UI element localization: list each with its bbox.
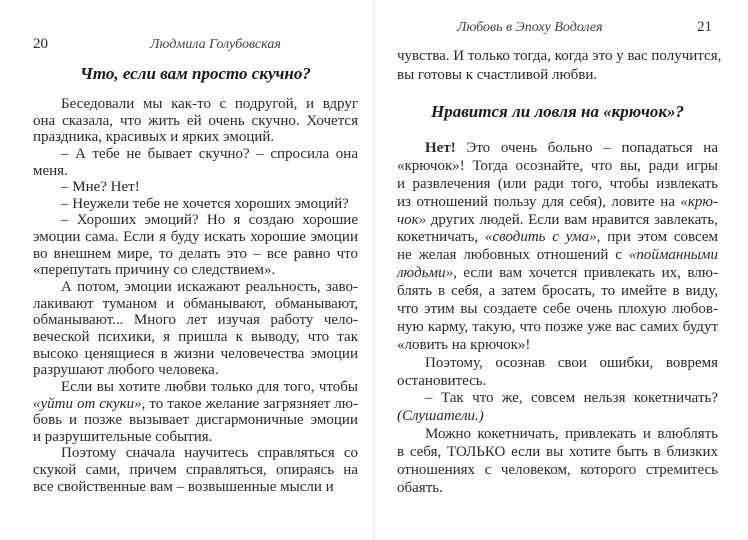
text-segment: из отношений пользу для себя), ловите на xyxy=(397,193,681,210)
italic-text: «уйти от скуки» xyxy=(33,395,142,412)
text-line xyxy=(397,337,718,355)
text-line xyxy=(33,196,358,213)
text-segment: , если вам хочется привлекать их, влю- xyxy=(453,265,718,282)
text-segment: «ловить на крючок»! xyxy=(397,336,531,353)
text-segment: разрушают любого человека. xyxy=(33,362,219,379)
text-line xyxy=(397,462,718,480)
text-line xyxy=(33,229,358,246)
text-segment: и развлечения (или ради того, чтобы извлекать xyxy=(397,175,718,192)
page-number: 21 xyxy=(697,19,712,35)
text-line xyxy=(397,212,718,230)
italic-text: (Слушатели.) xyxy=(397,408,484,425)
italic-text: «пойманными xyxy=(628,247,718,264)
text-segment: чувства. И только тогда, когда это у вас получится, xyxy=(397,48,722,64)
text-segment: ную карму, такую, что позже уже вас самих будут xyxy=(397,318,718,335)
text-line xyxy=(397,319,718,337)
text-segment: «крючок»! Тогда осознайте, что вы, ради игры xyxy=(397,157,718,174)
text-segment: не желая любовных отношений с xyxy=(397,247,629,264)
text-line xyxy=(33,312,358,329)
italic-text: «сводить с ума» xyxy=(484,229,597,246)
running-head: Людмила Голубовская xyxy=(150,37,281,52)
text-line xyxy=(33,96,358,113)
text-line xyxy=(33,329,358,346)
text-segment: «перепутать причину со следствием». xyxy=(33,262,276,279)
text-line xyxy=(397,265,718,283)
text-segment: обманывают... Много лет изучая работу чело- xyxy=(33,312,358,329)
text-line xyxy=(33,362,358,379)
text-line xyxy=(397,301,718,319)
text-segment: в себя, ТОЛЬКО если вы хотите быть в близких xyxy=(397,444,718,461)
section-title: Нравится ли ловля на «крючок»? xyxy=(430,102,685,121)
text-line xyxy=(33,113,358,130)
text-segment: лакивают туманом и обманывают, обманывают, xyxy=(33,295,358,312)
text-line xyxy=(33,396,358,413)
text-segment: – А тебе не бывает скучно? – спросила она xyxy=(61,145,358,162)
text-segment: Если вы хотите любви только для того, чтобы xyxy=(61,378,358,395)
text-segment: высоко ценящиеся в жизни человечества эмоции xyxy=(33,345,358,362)
text-line xyxy=(33,296,358,313)
text-segment: других людей. Если вам нравится завлекать, xyxy=(426,211,718,228)
text-segment: вы готовы к счастливой любви. xyxy=(397,67,598,83)
text-segment: бовь и позже вызывает дисгармоничные эмоции xyxy=(33,412,358,429)
text-line xyxy=(397,426,718,444)
text-line xyxy=(397,140,718,158)
text-line xyxy=(397,47,722,66)
text-segment: Поэтому сначала научитесь справляться со xyxy=(61,445,358,462)
text-line xyxy=(397,176,718,194)
text-segment: – Хороших эмоций? Но я создаю хорошие xyxy=(61,212,358,229)
text-line xyxy=(397,158,718,176)
text-segment: блять в себя, а затем бросать, то имейте в виду, xyxy=(397,283,718,300)
body-text xyxy=(397,140,718,498)
text-line xyxy=(397,444,718,462)
text-line xyxy=(397,247,718,265)
text-line xyxy=(397,283,718,301)
text-line xyxy=(33,246,358,263)
text-segment: , то такое желание загрязняет лю- xyxy=(141,395,358,412)
text-line xyxy=(33,429,358,446)
italic-text: чок» xyxy=(397,211,427,228)
text-segment: меня. xyxy=(33,162,68,179)
text-segment: эмоции сама. Если я буду искать хорошие эмоции xyxy=(33,229,358,246)
text-segment: скукой сами, причем справляться, опираясь на xyxy=(33,462,358,479)
text-segment: остановитесь. xyxy=(397,372,487,389)
body-text xyxy=(33,96,358,495)
text-line xyxy=(397,390,718,408)
running-head: Любовь в Эпоху Водолея xyxy=(457,20,603,35)
text-line xyxy=(33,262,358,279)
continuation-text xyxy=(397,47,722,85)
italic-text: людьми» xyxy=(397,265,454,282)
text-segment: обаять. xyxy=(397,479,443,496)
text-line xyxy=(33,445,358,462)
text-segment: – Неужели тебе не хочется хороших эмоций? xyxy=(61,195,349,212)
bold-text: Нет! xyxy=(425,140,456,156)
text-segment: Это очень больно – попадаться на xyxy=(455,140,718,156)
text-line xyxy=(33,346,358,363)
text-line xyxy=(397,408,718,426)
text-segment: Поэтому, осознав свои ошибки, вовремя xyxy=(425,354,718,371)
text-line xyxy=(33,479,358,496)
text-line xyxy=(33,379,358,396)
text-segment: кокетничать, xyxy=(397,229,485,246)
text-line xyxy=(397,355,718,373)
text-line xyxy=(33,462,358,479)
text-segment: А потом, эмоции искажают реальность, заво- xyxy=(61,279,358,296)
page-number: 20 xyxy=(33,36,48,52)
text-segment: – Так что же, совсем нельзя кокетничать? xyxy=(425,390,718,407)
text-line xyxy=(397,66,718,85)
text-segment: веческой психики, я пришла к выводу, что так xyxy=(33,328,358,345)
text-line xyxy=(397,480,718,498)
text-segment: – Мне? Нет! xyxy=(61,179,140,196)
text-segment: , при этом совсем xyxy=(596,229,719,246)
text-line xyxy=(33,279,358,296)
text-segment: что этим вы создаете себе очень плохую любов- xyxy=(397,301,718,318)
text-segment: праздника, красивых и ярких эмоций. xyxy=(33,129,275,146)
text-line xyxy=(397,373,718,391)
text-segment: она сказала, что жить ей очень скучно. Хочется xyxy=(33,112,358,129)
text-line xyxy=(33,163,358,180)
text-line xyxy=(397,229,718,247)
italic-text: «крю- xyxy=(680,193,718,210)
text-line xyxy=(33,179,358,196)
text-segment: и разрушительные события. xyxy=(33,428,213,445)
text-segment: во внешнем мире, то делать это – все равно что xyxy=(33,245,358,262)
text-line xyxy=(33,412,358,429)
text-segment: Можно кокетничать, привлекать и влюблять xyxy=(425,426,718,443)
right-page xyxy=(374,0,748,540)
text-line xyxy=(33,129,358,146)
text-segment: Беседовали мы как-то с подругой, и вдруг xyxy=(61,96,358,112)
text-segment: отношениях с человеком, которого стремитесь xyxy=(397,462,718,479)
text-line xyxy=(397,194,718,212)
section-title: Что, если вам просто скучно? xyxy=(80,64,311,83)
text-line xyxy=(33,212,358,229)
text-segment: все свойственные вам – возвышенные мысли и xyxy=(33,478,334,495)
text-line xyxy=(33,146,358,163)
